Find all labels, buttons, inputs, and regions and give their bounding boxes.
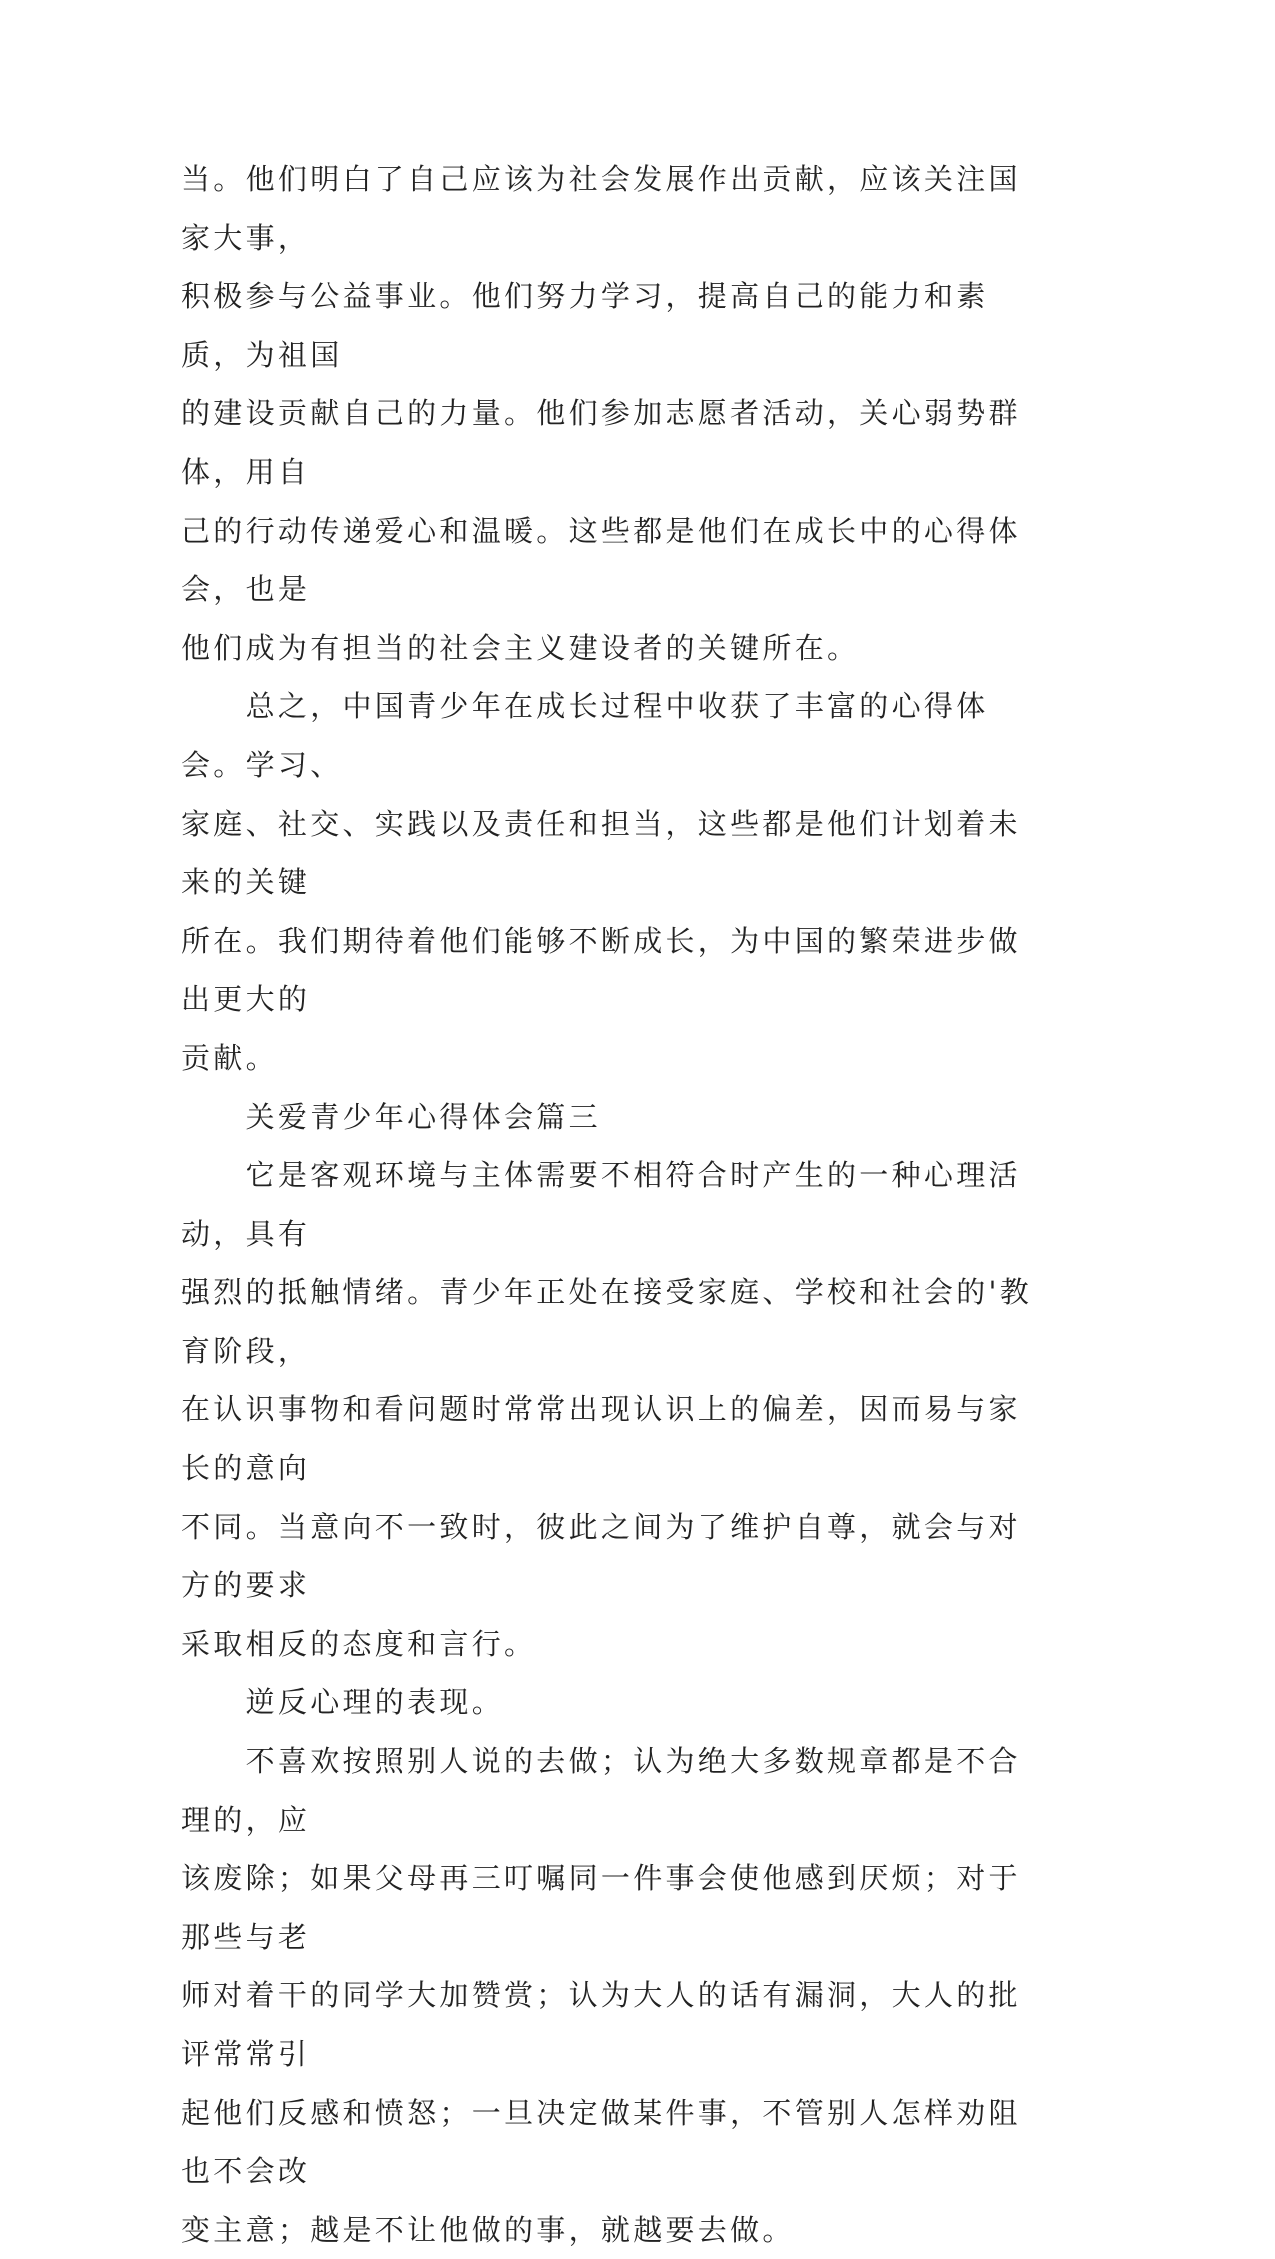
paragraph-subheading: 逆反心理的表现。 bbox=[181, 1685, 505, 1720]
paragraph-summary: 总之，中国青少年在成长过程中收获了丰富的心得体会。学习、 家庭、社交、实践以及责任和担当，这些都是他们计划着未来的关键 所在。我们期待着他们能够不断成长，为中国的繁荣进步做出更大的 贡献。 bbox=[181, 689, 1021, 1075]
section-heading: 关爱青少年心得体会篇三 bbox=[181, 1099, 601, 1134]
paragraph-symptoms: 不喜欢按照别人说的去做；认为绝大多数规章都是不合理的，应 该废除；如果父母再三叮嘱同一件事会使他感到厌烦；对于那些与老 师对着干的同学大加赞赏；认为大人的话有漏洞，大人的批评常常引 起他们反感和愤怒；一旦决定做某件事，不管别人怎样劝阻也不会改 变主意；越是不让他做的事，就越要去做。 bbox=[181, 1744, 1021, 2247]
paragraph-continuation: 当。他们明白了自己应该为社会发展作出贡献，应该关注国家大事， 积极参与公益事业。他们努力学习，提高自己的能力和素质，为祖国 的建设贡献自己的力量。他们参加志愿者活动，关心弱势群体，用自 己的行动传递爱心和温暖。这些都是他们在成长中的心得体会，也是 他们成为有担当的社会主义建设者的关键所在。 bbox=[181, 162, 1021, 665]
document-body bbox=[181, 150, 1041, 2259]
paragraph-definition: 它是客观环境与主体需要不相符合时产生的一种心理活动，具有 强烈的抵触情绪。青少年正处在接受家庭、学校和社会的'教育阶段， 在认识事物和看问题时常常出现认识上的偏差，因而易与家长的意向 不同。当意向不一致时，彼此之间为了维护自尊，就会与对方的要求 采取相反的态度和言行。 bbox=[181, 1158, 1033, 1661]
